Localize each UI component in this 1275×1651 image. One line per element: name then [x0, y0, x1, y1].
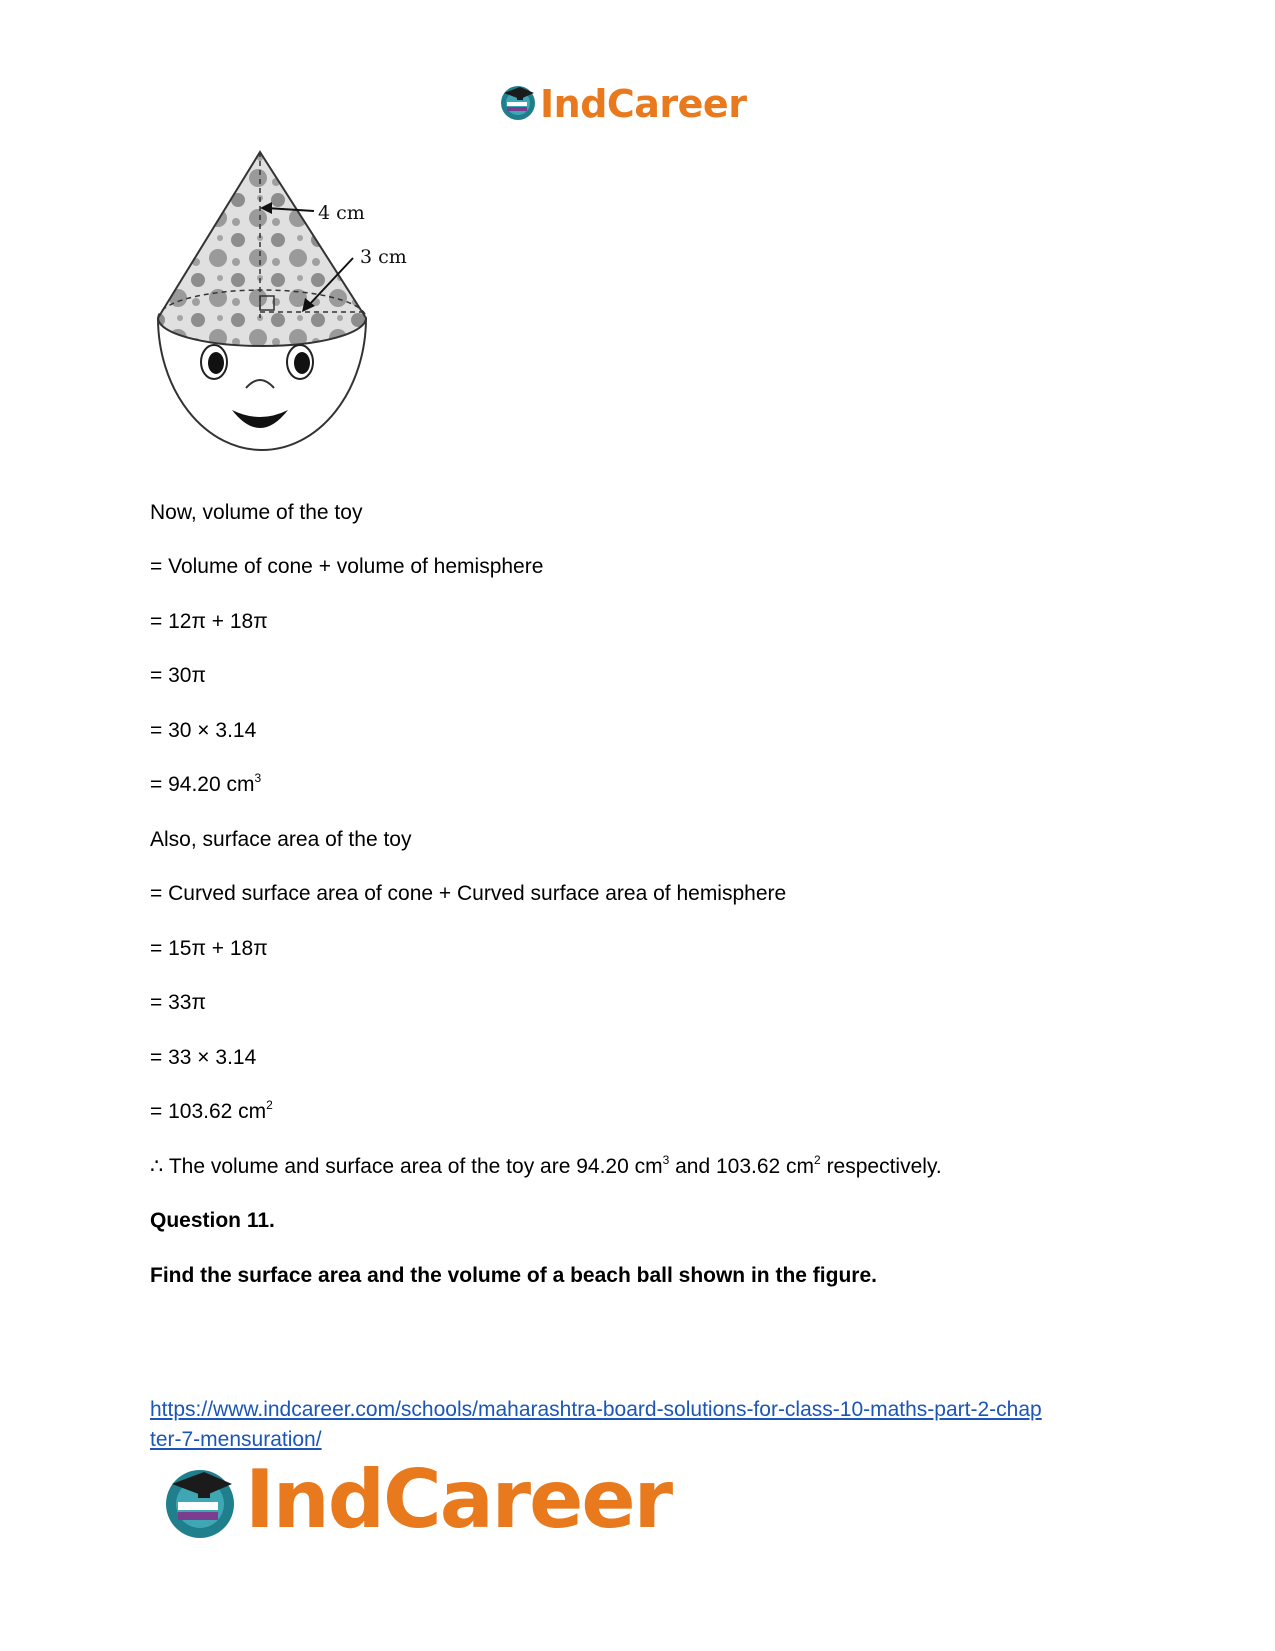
header-logo-text: IndCareer	[540, 82, 747, 126]
graduation-cap-globe-icon	[498, 82, 538, 122]
source-link-line[interactable]: https://www.indcareer.com/schools/maharashtra-board-solutions-for-class-10-maths-part-2-chap	[150, 1398, 1042, 1421]
question-text: Find the surface area and the volume of a beach ball shown in the figure.	[150, 1264, 877, 1287]
text-line	[150, 771, 261, 799]
text-line: Now, volume of the toy	[150, 501, 363, 524]
text-line: Also, surface area of the toy	[150, 828, 412, 851]
conclusion-line	[150, 1153, 942, 1181]
text-line: = 33π	[150, 991, 206, 1014]
source-link-line[interactable]: ter-7-mensuration/	[150, 1428, 322, 1451]
question-title: Question 11.	[150, 1209, 275, 1232]
graduation-cap-globe-icon	[160, 1462, 240, 1542]
source-link[interactable]	[150, 1395, 1130, 1455]
text-line	[150, 1098, 273, 1126]
text-line: = Curved surface area of cone + Curved surface area of hemisphere	[150, 882, 787, 905]
conclusion-part: and 103.62 cm	[669, 1155, 815, 1178]
footer-logo	[160, 1453, 700, 1548]
text-line: = 33 × 3.14	[150, 1046, 257, 1069]
text-line: = 15π + 18π	[150, 937, 268, 960]
exponent: 3	[254, 771, 262, 785]
text-line: = Volume of cone + volume of hemisphere	[150, 555, 544, 578]
slant-height-label: 4 cm	[318, 202, 365, 224]
text-line: = 12π + 18π	[150, 610, 268, 633]
toy-figure	[148, 150, 438, 470]
cone-shape	[158, 152, 366, 346]
footer-logo-text: IndCareer	[245, 1453, 672, 1546]
radius-label: 3 cm	[360, 246, 407, 268]
exponent: 3	[662, 1153, 670, 1167]
text-line-value: = 94.20 cm	[150, 773, 255, 796]
conclusion-part: respectively.	[820, 1155, 942, 1178]
text-line: = 30π	[150, 664, 206, 687]
header-logo	[498, 78, 768, 130]
exponent: 2	[266, 1098, 273, 1112]
text-line: = 30 × 3.14	[150, 719, 257, 742]
exponent: 2	[814, 1153, 821, 1167]
conclusion-part: ∴ The volume and surface area of the toy are 94.20 cm	[150, 1155, 663, 1178]
text-line-value: = 103.62 cm	[150, 1100, 267, 1123]
